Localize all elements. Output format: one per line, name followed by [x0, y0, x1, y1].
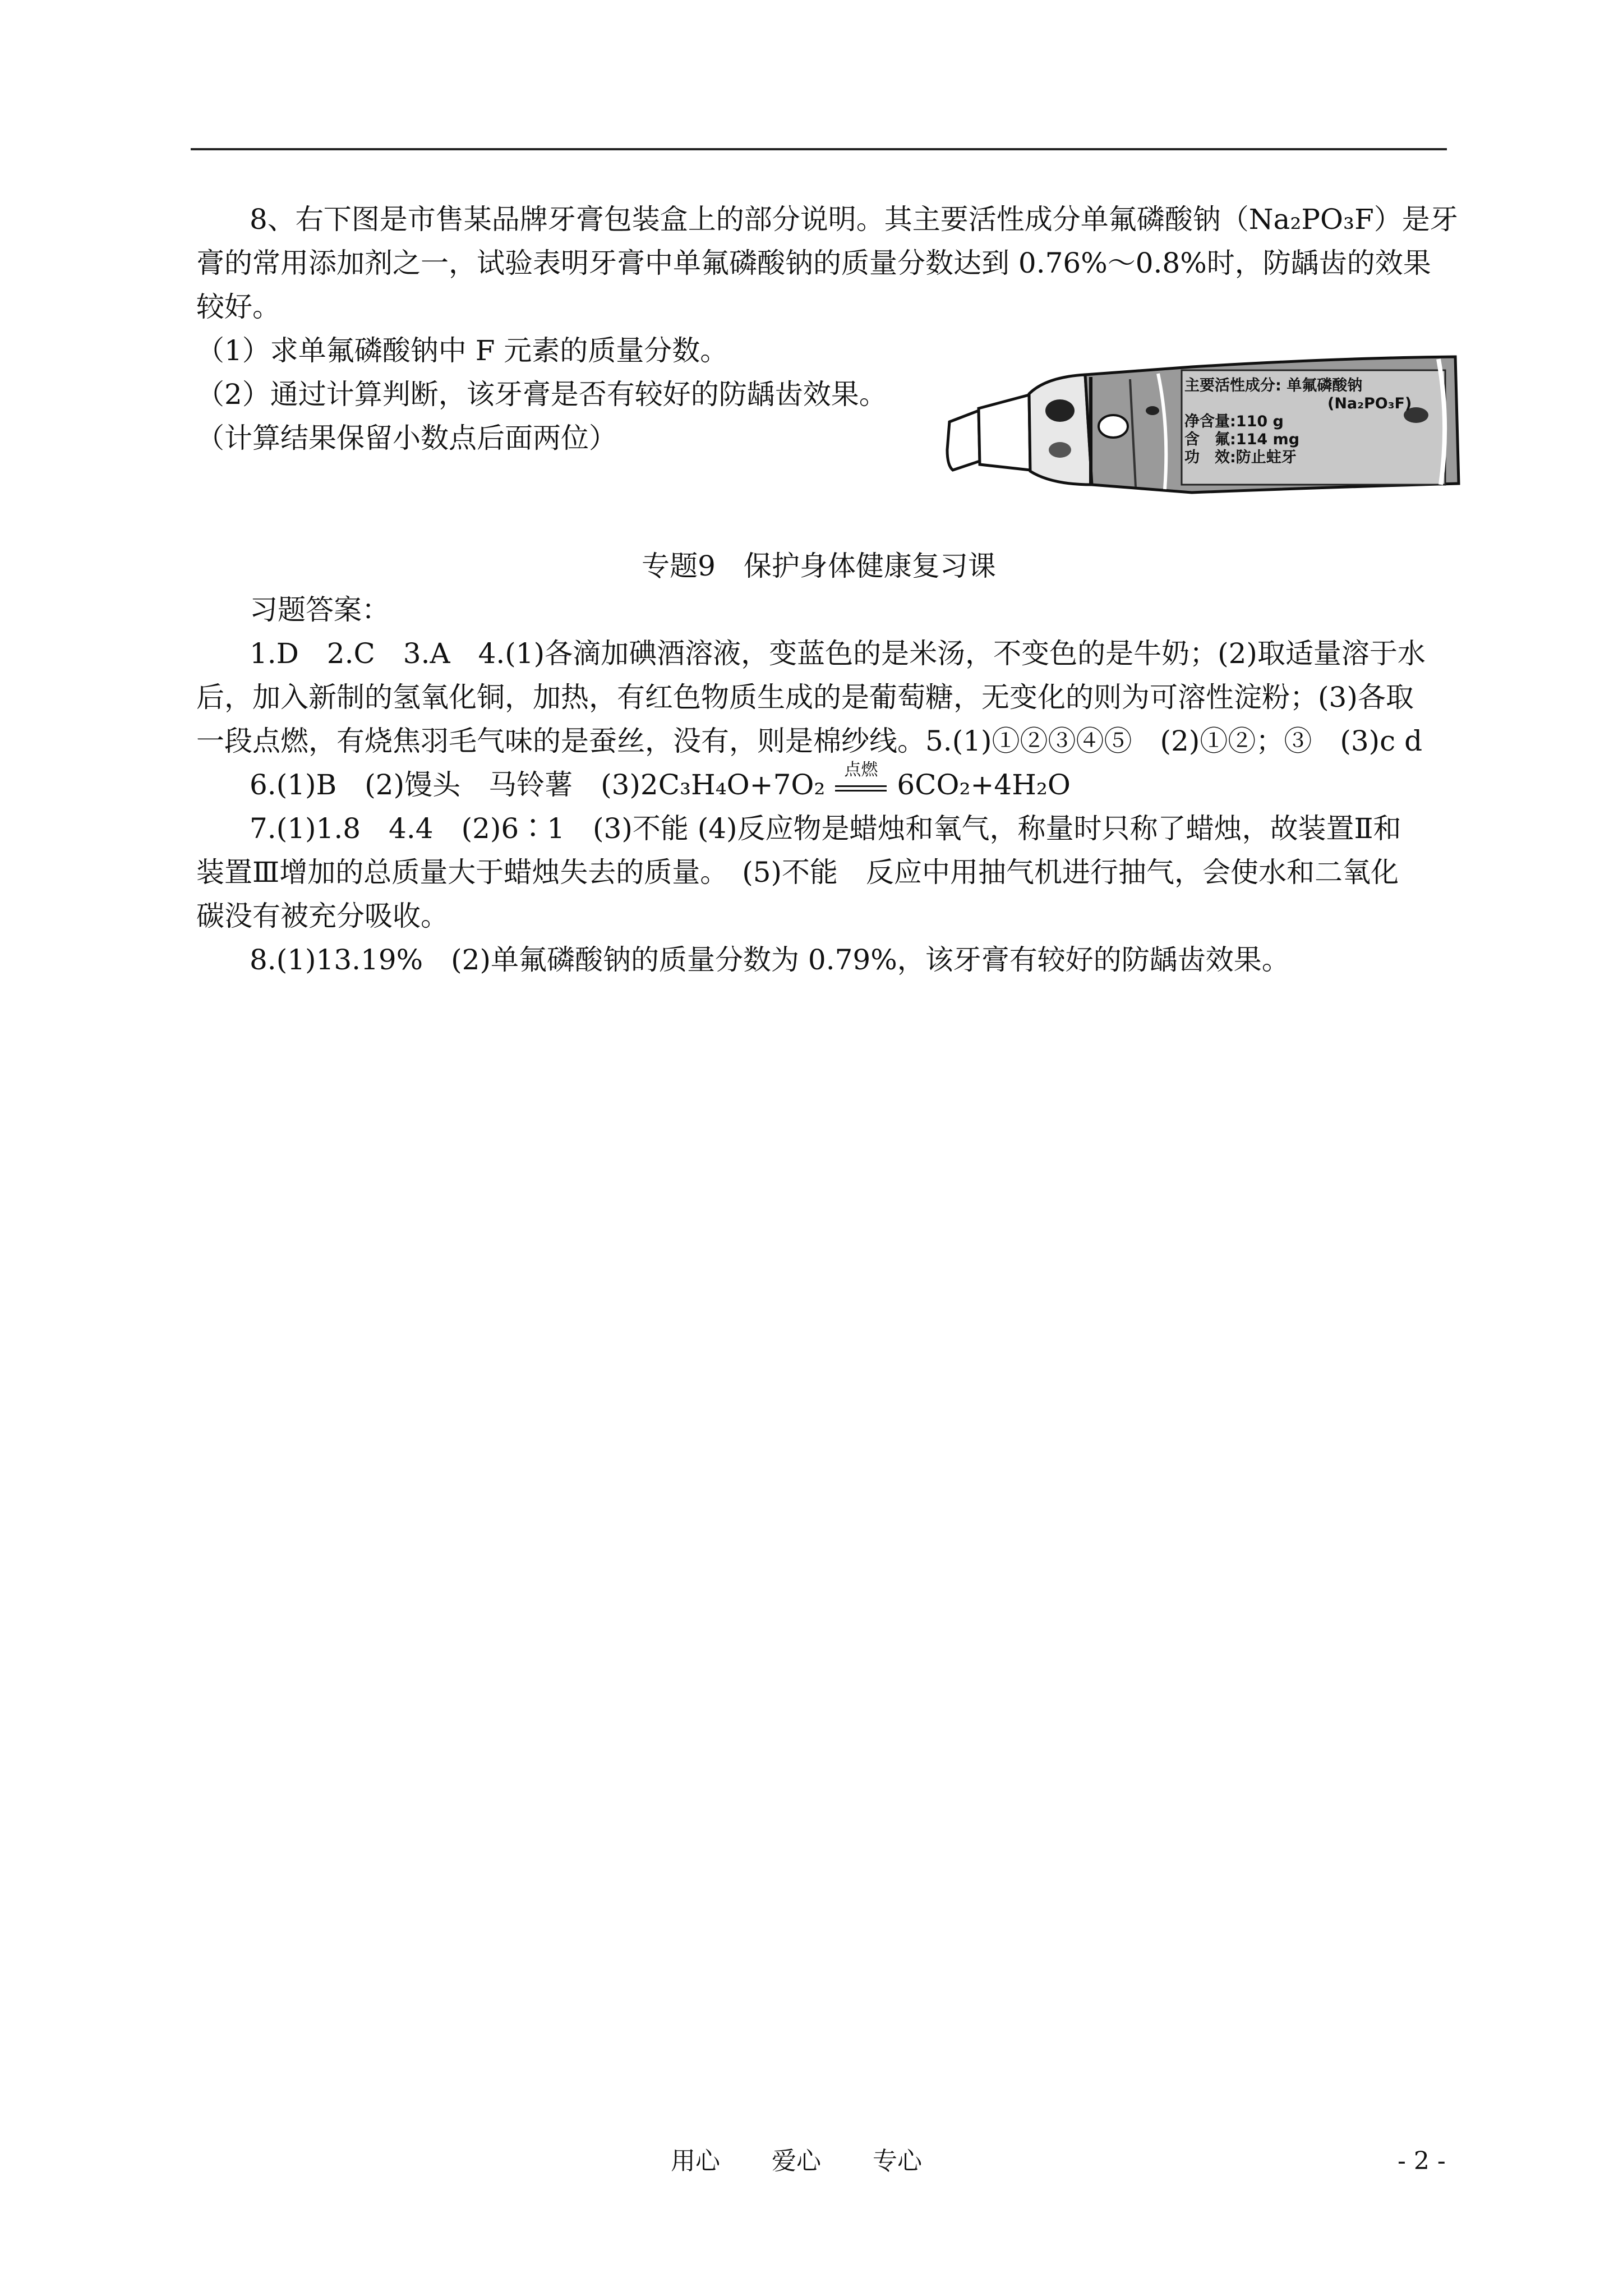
question8-line3: 较好。: [196, 291, 280, 323]
equation-arrow: [833, 760, 889, 801]
equation-reactants: 6.(1)B (2)馒头 马铃薯 (3)2C₃H₄O+7O₂: [250, 769, 826, 801]
answers-heading: 习题答案：: [250, 593, 390, 626]
question8-part3: （计算结果保留小数点后面两位）: [196, 422, 617, 454]
label-fluorine-content: 含 氟:114 mg: [1184, 431, 1300, 448]
answer-line-3: 一段点燃，有烧焦羽毛气味的是蚕丝，没有，则是棉纱线。5.(1)①②③④⑤ (2)①②；③ (3)c d: [196, 725, 1423, 757]
answer-line-4: [250, 760, 1455, 804]
question8-line2: 膏的常用添加剂之一，试验表明牙膏中单氟磷酸钠的质量分数达到 0.76%～0.8%时，防龋齿的效果: [196, 247, 1431, 279]
footer-motto-3: 专心: [873, 2147, 922, 2175]
equation-products: 6CO₂+4H₂O: [897, 769, 1071, 801]
question8-part2: （2）通过计算判断，该牙膏是否有较好的防龋齿效果。: [196, 378, 887, 411]
toothpaste-label-text: [1184, 377, 1412, 467]
answer-line-8: 8.(1)13.19% (2)单氟磷酸钠的质量分数为 0.79%，该牙膏有较好的防龋齿效果。: [250, 944, 1290, 976]
question8-part1: （1）求单氟磷酸钠中 F 元素的质量分数。: [196, 334, 728, 367]
footer-motto-1: 用心: [671, 2147, 720, 2175]
page-number: - 2 -: [1398, 2147, 1446, 2175]
label-formula: (Na₂PO₃F): [1327, 395, 1412, 412]
answer-line-6: 装置Ⅲ增加的总质量大于蜡烛失去的质量。 (5)不能 反应中用抽气机进行抽气，会使水和二氧化: [196, 856, 1399, 889]
question8-line1: 8、右下图是市售某品牌牙膏包装盒上的部分说明。其主要活性成分单氟磷酸钠（Na₂PO₃F）是牙: [250, 203, 1458, 236]
label-active-ingredient: 主要活性成分: 单氟磷酸钠: [1184, 377, 1363, 394]
answer-line-2: 后，加入新制的氢氧化铜，加热，有红色物质生成的是葡萄糖，无变化的则为可溶性淀粉；(3)各取: [196, 681, 1414, 714]
footer-motto-2: 爱心: [772, 2147, 821, 2175]
label-net-content: 净含量:110 g: [1184, 413, 1284, 430]
label-effect: 功 效:防止蛀牙: [1184, 449, 1297, 466]
answer-line-5: 7.(1)1.8 4.4 (2)6∶1 (3)不能 (4)反应物是蜡烛和氧气，称量时只称了蜡烛，故装置Ⅱ和: [250, 812, 1401, 845]
header-rule: [191, 148, 1447, 150]
answer-line-1: 1.D 2.C 3.A 4.(1)各滴加碘酒溶液，变蓝色的是米汤，不变色的是牛奶；(2)取适量溶于水: [250, 637, 1426, 670]
answer-line-7: 碳没有被充分吸收。: [196, 900, 449, 932]
equation-condition: 点燃: [844, 760, 878, 780]
section-title: 专题9 保护身体健康复习课: [642, 550, 996, 582]
